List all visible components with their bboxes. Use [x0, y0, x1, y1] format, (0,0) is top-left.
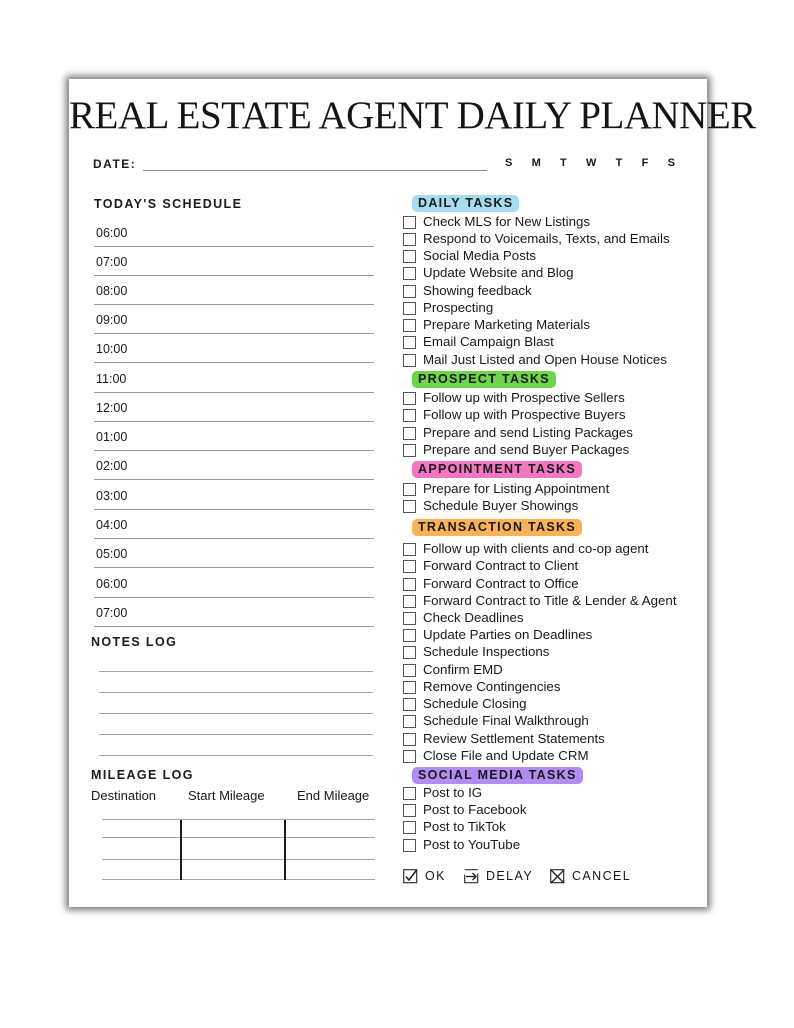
checkbox[interactable] — [403, 500, 416, 513]
checkbox[interactable] — [403, 629, 416, 642]
mileage-column-divider — [284, 820, 286, 880]
task-label: Forward Contract to Title & Lender & Agent — [423, 593, 677, 608]
checkbox[interactable] — [403, 595, 416, 608]
mileage-row-line — [102, 837, 375, 838]
checkbox[interactable] — [403, 302, 416, 315]
schedule-time: 04:00 — [96, 518, 128, 532]
task-label: Post to TikTok — [423, 819, 506, 834]
schedule-time: 10:00 — [96, 342, 128, 356]
checkbox[interactable] — [403, 821, 416, 834]
prospect-tasks-heading: PROSPECT TASKS — [412, 371, 556, 388]
checkbox[interactable] — [403, 681, 416, 694]
task-label: Mail Just Listed and Open House Notices — [423, 352, 667, 367]
mileage-column-end: End Mileage — [297, 788, 370, 803]
checkbox[interactable] — [403, 804, 416, 817]
legend-label: DELAY — [486, 869, 534, 883]
task-label: Respond to Voicemails, Texts, and Emails — [423, 231, 670, 246]
checkbox[interactable] — [403, 444, 416, 457]
task-label: Showing feedback — [423, 283, 532, 298]
task-label: Check Deadlines — [423, 610, 524, 625]
schedule-time: 07:00 — [96, 606, 128, 620]
checkbox[interactable] — [403, 319, 416, 332]
day-friday[interactable]: F — [641, 157, 649, 169]
task-label: Review Settlement Statements — [423, 731, 605, 746]
checkbox[interactable] — [403, 715, 416, 728]
day-thursday[interactable]: T — [615, 157, 623, 169]
task-label: Prospecting — [423, 300, 494, 315]
schedule-time: 01:00 — [96, 430, 128, 444]
task-label: Schedule Inspections — [423, 644, 550, 659]
social-media-tasks-heading: SOCIAL MEDIA TASKS — [412, 767, 583, 784]
checkbox[interactable] — [403, 560, 416, 573]
mileage-row-line — [102, 859, 375, 860]
task-label: Prepare and send Listing Packages — [423, 425, 633, 440]
mileage-column-divider — [180, 820, 182, 880]
arrow-box-icon — [464, 869, 479, 884]
schedule-time: 08:00 — [96, 284, 128, 298]
schedule-row[interactable] — [94, 217, 374, 247]
schedule-time: 03:00 — [96, 489, 128, 503]
checkbox[interactable] — [403, 483, 416, 496]
schedule-row[interactable] — [94, 509, 374, 539]
task-label: Schedule Final Walkthrough — [423, 713, 589, 728]
day-tuesday[interactable]: T — [560, 157, 567, 169]
notes-line — [99, 713, 373, 714]
schedule-time: 12:00 — [96, 401, 128, 415]
task-label: Check MLS for New Listings — [423, 214, 591, 229]
notes-line — [99, 734, 373, 735]
task-label: Post to YouTube — [423, 837, 521, 852]
schedule-row[interactable] — [94, 568, 374, 598]
task-label: Prepare for Listing Appointment — [423, 481, 610, 496]
task-label: Post to Facebook — [423, 802, 527, 817]
task-label: Close File and Update CRM — [423, 748, 589, 763]
page-title: REAL ESTATE AGENT DAILY PLANNER — [69, 94, 756, 137]
schedule-row[interactable] — [94, 480, 374, 510]
mileage-column-destination: Destination — [91, 788, 157, 803]
task-label: Social Media Posts — [423, 248, 537, 263]
x-box-icon — [550, 869, 565, 884]
schedule-time: 05:00 — [96, 547, 128, 561]
checkbox[interactable] — [403, 336, 416, 349]
checkbox[interactable] — [403, 664, 416, 677]
task-label: Forward Contract to Office — [423, 576, 579, 591]
legend-label: OK — [425, 869, 446, 883]
schedule-row[interactable] — [94, 450, 374, 480]
mileage-heading: MILEAGE LOG — [91, 768, 194, 782]
notes-line — [99, 671, 373, 672]
mileage-row-line — [102, 879, 375, 880]
transaction-tasks-heading: TRANSACTION TASKS — [412, 519, 582, 536]
schedule-row[interactable] — [94, 363, 374, 393]
checkbox[interactable] — [403, 578, 416, 591]
checkbox[interactable] — [403, 409, 416, 422]
checkbox[interactable] — [403, 750, 416, 763]
appointment-tasks-heading: APPOINTMENT TASKS — [412, 461, 582, 478]
task-label: Schedule Buyer Showings — [423, 498, 579, 513]
day-sunday[interactable]: S — [505, 157, 513, 169]
checkbox[interactable] — [403, 427, 416, 440]
weekday-selector — [505, 157, 675, 169]
date-label: DATE: — [93, 157, 137, 171]
checkbox[interactable] — [403, 233, 416, 246]
notes-line — [99, 692, 373, 693]
mileage-row-line — [102, 819, 375, 820]
task-label: Post to IG — [423, 785, 483, 800]
check-box-icon — [403, 869, 418, 884]
schedule-row[interactable] — [94, 392, 374, 422]
day-saturday[interactable]: S — [667, 157, 675, 169]
task-label: Confirm EMD — [423, 662, 503, 677]
checkbox[interactable] — [403, 392, 416, 405]
task-label: Forward Contract to Client — [423, 558, 579, 573]
notes-heading: NOTES LOG — [91, 635, 178, 649]
schedule-time: 02:00 — [96, 459, 128, 473]
checkbox[interactable] — [403, 216, 416, 229]
task-label: Schedule Closing — [423, 696, 527, 711]
schedule-row[interactable] — [94, 597, 374, 627]
daily-tasks-heading: DAILY TASKS — [412, 195, 519, 212]
checkbox[interactable] — [403, 839, 416, 852]
schedule-time: 06:00 — [96, 226, 128, 240]
checkbox[interactable] — [403, 354, 416, 367]
mileage-column-start: Start Mileage — [188, 788, 265, 803]
legend-label: CANCEL — [572, 869, 632, 883]
task-label: Follow up with Prospective Buyers — [423, 407, 626, 422]
task-label: Email Campaign Blast — [423, 334, 554, 349]
schedule-time: 06:00 — [96, 577, 128, 591]
schedule-heading: TODAY'S SCHEDULE — [94, 197, 243, 211]
checkbox[interactable] — [403, 646, 416, 659]
task-label: Follow up with clients and co-op agent — [423, 541, 649, 556]
task-label: Update Parties on Deadlines — [423, 627, 593, 642]
checkbox[interactable] — [403, 543, 416, 556]
schedule-row[interactable] — [94, 538, 374, 568]
notes-line — [99, 755, 373, 756]
schedule-row[interactable] — [94, 421, 374, 451]
checkbox[interactable] — [403, 787, 416, 800]
checkbox[interactable] — [403, 612, 416, 625]
task-label: Prepare and send Buyer Packages — [423, 442, 630, 457]
schedule-row[interactable] — [94, 333, 374, 363]
checkbox[interactable] — [403, 733, 416, 746]
schedule-row[interactable] — [94, 304, 374, 334]
checkbox[interactable] — [403, 267, 416, 280]
checkbox[interactable] — [403, 250, 416, 263]
schedule-time: 09:00 — [96, 313, 128, 327]
checkbox[interactable] — [403, 698, 416, 711]
day-monday[interactable]: M — [531, 157, 541, 169]
schedule-row[interactable] — [94, 246, 374, 276]
task-label: Prepare Marketing Materials — [423, 317, 591, 332]
day-wednesday[interactable]: W — [586, 157, 597, 169]
checkbox[interactable] — [403, 285, 416, 298]
task-label: Update Website and Blog — [423, 265, 574, 280]
task-label: Follow up with Prospective Sellers — [423, 390, 625, 405]
planner-page — [69, 79, 756, 907]
date-field[interactable] — [143, 170, 487, 171]
schedule-time: 07:00 — [96, 255, 128, 269]
schedule-row[interactable] — [94, 275, 374, 305]
schedule-time: 11:00 — [96, 372, 127, 386]
task-label: Remove Contingencies — [423, 679, 561, 694]
